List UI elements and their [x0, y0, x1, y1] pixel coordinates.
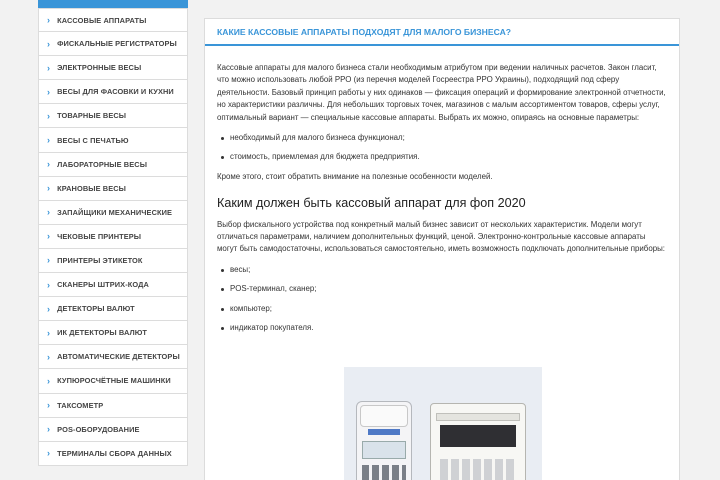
chevron-right-icon: › — [47, 448, 51, 459]
receipt-printer-part — [360, 405, 408, 427]
register-keyboard — [440, 459, 516, 480]
sidebar-item-taximeter[interactable] — [38, 394, 188, 418]
sidebar-item-pos-equipment[interactable] — [38, 418, 188, 442]
sidebar-item-label: ТАКСОМЕТР — [57, 400, 104, 410]
sidebar-item-label: ВЕСЫ ДЛЯ ФАСОВКИ И КУХНИ — [57, 87, 174, 97]
list-item: POS-терминал, сканер; — [217, 283, 667, 295]
register-label-strip — [368, 429, 400, 435]
chevron-right-icon: › — [47, 159, 51, 170]
chevron-right-icon: › — [47, 135, 51, 146]
sidebar-item-packing-kitchen-scales[interactable] — [38, 80, 188, 104]
register-keypad — [362, 465, 406, 480]
register-display-window — [440, 425, 516, 447]
sidebar-item-currency-detectors[interactable] — [38, 297, 188, 321]
chevron-right-icon: › — [47, 62, 51, 73]
sidebar-item-label: ИК ДЕТЕКТОРЫ ВАЛЮТ — [57, 328, 147, 338]
list-item: компьютер; — [217, 303, 667, 315]
sidebar-item-banknote-counters[interactable] — [38, 369, 188, 393]
sidebar-item-label: КРАНОВЫЕ ВЕСЫ — [57, 183, 127, 193]
chevron-right-icon: › — [47, 231, 51, 242]
sidebar-item-label: АВТОМАТИЧЕСКИЕ ДЕТЕКТОРЫ — [57, 352, 180, 362]
chevron-right-icon: › — [47, 279, 51, 290]
sidebar-item-label: ВЕСЫ С ПЕЧАТЬЮ — [57, 135, 129, 145]
sidebar-header-bar — [38, 0, 188, 8]
sidebar-item-label: ПРИНТЕРЫ ЭТИКЕТОК — [57, 255, 143, 265]
note-paragraph: Кроме этого, стоит обратить внимание на полезные особенности моделей. — [217, 171, 493, 181]
sidebar-item-label: КУПЮРОСЧЁТНЫЕ МАШИНКИ — [57, 376, 171, 386]
sidebar-item-label: КАССОВЫЕ АППАРАТЫ — [57, 15, 147, 25]
chevron-right-icon: › — [47, 327, 51, 338]
sidebar-item-crane-scales[interactable] — [38, 177, 188, 201]
list-item: весы; — [217, 264, 667, 276]
sidebar-item-cash-registers[interactable] — [38, 8, 188, 32]
sidebar-item-data-terminals[interactable] — [38, 442, 188, 466]
sidebar-item-ir-currency-detectors[interactable] — [38, 321, 188, 345]
sidebar-item-label-printers[interactable] — [38, 249, 188, 273]
intro-paragraph: Кассовые аппараты для малого бизнеса стали необходимым атрибутом при ведении наличных расчетов. Закон гласит, что можно использовать любой РРО (из перечня моделей Госреестра РРО Украины), подходящий под сферу деятельности. Базовый принцип работы у них одинаков — фиксация операций и формирование электронной отчетности, но характеристики различны. Для небольших торговых точек, магазинов с малым ассортиментом товаров, сферы услуг, оптимальный вариант — специальные кассовые аппараты. Выбрать их можно, опираясь на основные параметры: — [217, 63, 666, 122]
sidebar-item-label: СКАНЕРЫ ШТРИХ-КОДА — [57, 280, 149, 290]
sidebar-item-fiscal-registrars[interactable] — [38, 32, 188, 56]
sidebar-item-label: POS-ОБОРУДОВАНИЕ — [57, 424, 140, 434]
register-display — [362, 441, 406, 459]
sidebar-item-barcode-scanners[interactable] — [38, 273, 188, 297]
sidebar-item-label: ТЕРМИНАЛЫ СБОРА ДАННЫХ — [57, 448, 172, 458]
sidebar-item-lab-scales[interactable] — [38, 153, 188, 177]
list-item: стоимость, приемлемая для бюджета предприятия. — [217, 151, 667, 163]
sidebar-item-label: ЛАБОРАТОРНЫЕ ВЕСЫ — [57, 159, 148, 169]
chevron-right-icon: › — [47, 400, 51, 411]
chevron-right-icon: › — [47, 110, 51, 121]
chevron-right-icon: › — [47, 255, 51, 266]
sidebar-item-printing-scales[interactable] — [38, 128, 188, 152]
chevron-right-icon: › — [47, 351, 51, 362]
chevron-right-icon: › — [47, 424, 51, 435]
chevron-right-icon: › — [47, 303, 51, 314]
cash-registers-photo — [344, 367, 542, 480]
paper-tear-bar — [436, 413, 520, 421]
category-sidebar — [38, 0, 188, 466]
sidebar-item-mechanical-sealers[interactable] — [38, 201, 188, 225]
section-heading: Каким должен быть кассовый аппарат для фоп 2020 — [217, 196, 526, 211]
sidebar-item-electronic-scales[interactable] — [38, 56, 188, 80]
list-item: индикатор покупателя. — [217, 322, 667, 334]
params-list — [217, 132, 667, 164]
sidebar-item-commodity-scales[interactable] — [38, 104, 188, 128]
chevron-right-icon: › — [47, 86, 51, 97]
article-content — [205, 46, 679, 335]
sidebar-item-label: ЧЕКОВЫЕ ПРИНТЕРЫ — [57, 231, 142, 241]
chevron-right-icon: › — [47, 183, 51, 194]
sidebar-item-label: ЭЛЕКТРОННЫЕ ВЕСЫ — [57, 63, 142, 73]
sidebar-item-automatic-detectors[interactable] — [38, 345, 188, 369]
devices-list — [217, 264, 667, 335]
list-item: необходимый для малого бизнеса функционал; — [217, 132, 667, 144]
chevron-right-icon: › — [47, 207, 51, 218]
sidebar-item-label: ЗАПАЙЩИКИ МЕХАНИЧЕСКИЕ — [57, 207, 173, 217]
body-paragraph: Выбор фискального устройства под конкретный малый бизнес зависит от нескольких характеристик. Модели могут отличаться параметрами, наличием дополнительных функций, ценой. Электронно-контрольные кассовые аппараты могут быть самодостаточны, использоваться самостоятельно, иметь возможность подключать дополнительные приборы: — [217, 219, 665, 254]
sidebar-item-label: ТОВАРНЫЕ ВЕСЫ — [57, 111, 127, 121]
chevron-right-icon: › — [47, 15, 51, 26]
article-title: КАКИЕ КАССОВЫЕ АППАРАТЫ ПОДХОДЯТ ДЛЯ МАЛОГО БИЗНЕСА? — [205, 19, 679, 46]
chevron-right-icon: › — [47, 38, 51, 49]
sidebar-item-label: ДЕТЕКТОРЫ ВАЛЮТ — [57, 304, 135, 314]
chevron-right-icon: › — [47, 375, 51, 386]
article-panel — [204, 18, 680, 480]
sidebar-item-label: ФИСКАЛЬНЫЕ РЕГИСТРАТОРЫ — [57, 39, 177, 49]
sidebar-item-receipt-printers[interactable] — [38, 225, 188, 249]
